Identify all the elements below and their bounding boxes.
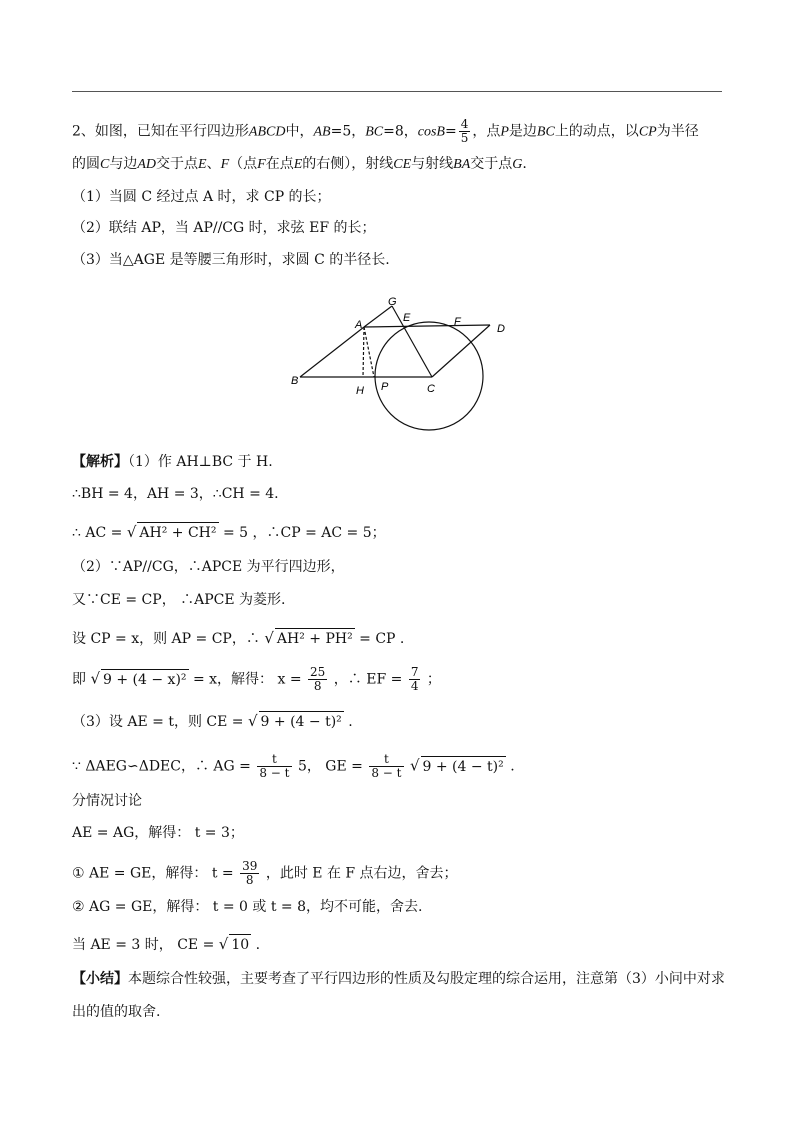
radicand: AH² + CH² (137, 522, 218, 543)
circle-c (375, 322, 483, 430)
solution-line-4: （2）∵AP//CG，∴APCE 为平行四边形， (72, 559, 345, 575)
radical-sign: √ (218, 935, 229, 953)
fraction (257, 753, 291, 780)
numerator: t (369, 753, 403, 767)
text: （点 (229, 156, 258, 172)
question-3: （3）当△AGE 是等腰三角形时，求圆 C 的半径长. (72, 252, 390, 268)
summary-line-1 (72, 969, 725, 989)
dashed-ap (364, 327, 374, 377)
text: 的圆 (72, 156, 100, 172)
math: E (198, 157, 207, 172)
solution-line-11: AE = AG，解得： t = 3； (72, 825, 244, 841)
solution-line-6 (72, 628, 404, 649)
solution-line-14 (72, 934, 260, 955)
solution-line-1 (72, 452, 273, 472)
case-number: ② (72, 899, 85, 915)
text: 是边 (508, 123, 537, 140)
radical-sign: √ (90, 669, 101, 688)
text: 设 CP = x，则 AP = CP，∴ (72, 631, 260, 647)
numerator: 39 (242, 859, 258, 873)
math: AB (313, 124, 331, 140)
text: AG = GE，解得： t = 0 或 t = 8，均不可能，舍去. (89, 899, 423, 915)
segment-gc (392, 306, 432, 377)
text: ，点 (472, 123, 501, 140)
label-e: E (403, 312, 411, 324)
text: （3）设 AE = t，则 CE = (72, 714, 244, 730)
fraction (308, 666, 327, 693)
case-number: ① (72, 865, 85, 882)
question-2: （2）联结 AP，当 AP//CG 时，求弦 EF 的长； (72, 220, 376, 236)
math: AD (137, 157, 157, 172)
text: 的右侧），射线 (302, 156, 394, 172)
dashed-ah (363, 327, 364, 377)
text: （1）作 AH⊥BC 于 H. (128, 454, 273, 470)
text: 上的动点，以 (554, 123, 639, 140)
text: =5， (330, 123, 366, 140)
solution-line-8 (72, 711, 353, 732)
text: ； (426, 671, 441, 688)
text: . (348, 714, 353, 730)
text: 中， (285, 123, 314, 140)
numerator: 4 (460, 117, 469, 131)
fraction (369, 753, 403, 780)
numerator: t (257, 753, 291, 767)
label-h: H (356, 385, 364, 397)
fraction (240, 860, 259, 887)
radical-sign: √ (247, 712, 258, 730)
text: = x，解得： x = (192, 671, 302, 688)
radical-sign: √ (409, 756, 420, 775)
math: BA (453, 157, 471, 172)
solution-line-9 (72, 753, 515, 780)
denominator: 8 − t (259, 766, 290, 780)
math: G (512, 157, 523, 172)
text: . (522, 156, 527, 172)
math: P (500, 124, 509, 140)
text: . (255, 937, 261, 953)
section-tag: 【小结】 (72, 971, 128, 987)
math: CE (393, 157, 412, 172)
text: ，∴ EF = (333, 671, 403, 688)
fraction (409, 666, 421, 693)
radical-sign: √ (126, 523, 137, 541)
math: ABCD (248, 124, 286, 140)
text: ∵ ΔAEG∽ΔDEC，∴ AG = (72, 758, 251, 775)
text: 本题综合性较强，主要考查了平行四边形的性质及勾股定理的综合运用，注意第（3）小问中对求 (128, 971, 725, 987)
text: 在点 (265, 156, 294, 172)
text: 、 (206, 156, 221, 172)
text: AE = GE，解得： t = (89, 865, 234, 882)
radicand: 9 + (4 − t)² (259, 711, 344, 732)
text: ∴ AC = (72, 525, 123, 541)
label-a: A (355, 319, 363, 331)
solution-line-7 (72, 666, 441, 693)
math: BC (365, 124, 384, 140)
math: F (220, 157, 230, 172)
text: = 5 ，∴CP = AC = 5； (222, 525, 386, 541)
text: 5， GE = (297, 758, 363, 775)
solution-line-10: 分情况讨论 (72, 793, 142, 809)
radicand: AH² + PH² (275, 628, 355, 649)
math: CP (638, 124, 657, 140)
label-p: P (381, 381, 389, 393)
section-tag: 【解析】 (72, 454, 128, 470)
text: = CP . (359, 631, 405, 647)
radicand: 9 + (4 − t)² (421, 756, 506, 777)
denominator: 8 − t (371, 766, 402, 780)
text: . (510, 758, 515, 775)
segment-ba (300, 327, 364, 377)
ray-ag (364, 306, 392, 327)
solution-line-5: 又∵CE = CP， ∴APCE 为菱形. (72, 592, 286, 608)
denominator: 8 (245, 873, 254, 887)
summary-line-2: 出的值的取舍. (72, 1004, 161, 1020)
solution-line-3 (72, 522, 386, 543)
math: F (257, 157, 266, 172)
text: =8， (383, 123, 418, 140)
text: 即 (72, 671, 86, 688)
text: ，此时 E 在 F 点右边，舍去； (265, 865, 458, 882)
denominator: 8 (313, 679, 322, 693)
text: 与边 (109, 156, 138, 172)
question-1: （1）当圆 C 经过点 A 时，求 CP 的长； (72, 189, 331, 205)
denominator: 5 (460, 131, 469, 145)
label-c: C (427, 383, 435, 395)
solution-line-12 (72, 860, 458, 887)
segment-ad (364, 325, 490, 327)
math: C (100, 157, 110, 172)
text: 交于点 (470, 156, 513, 172)
text: 交于点 (156, 156, 199, 172)
radicand: 9 + (4 − x)² (101, 669, 189, 690)
label-b: B (291, 375, 299, 387)
solution-line-13 (72, 897, 422, 917)
solution-line-2: ∴BH = 4，AH = 3，∴CH = 4. (72, 486, 279, 502)
denominator: 4 (410, 679, 419, 693)
numerator: 7 (410, 665, 419, 679)
text: 与射线 (411, 156, 454, 172)
text: 2、如图，已知在平行四边形 (72, 123, 249, 140)
math: E (293, 157, 303, 172)
math: cosB (417, 124, 445, 140)
text: 为半径 (656, 123, 699, 140)
radical-sign: √ (264, 629, 274, 647)
numerator: 25 (310, 665, 326, 679)
text: 当 AE = 3 时， CE = (72, 937, 215, 953)
radicand: 10 (229, 934, 251, 955)
label-g: G (388, 296, 397, 308)
label-d: D (497, 323, 505, 335)
text: = (444, 123, 457, 140)
math: BC (536, 124, 555, 140)
label-f: F (454, 316, 461, 328)
